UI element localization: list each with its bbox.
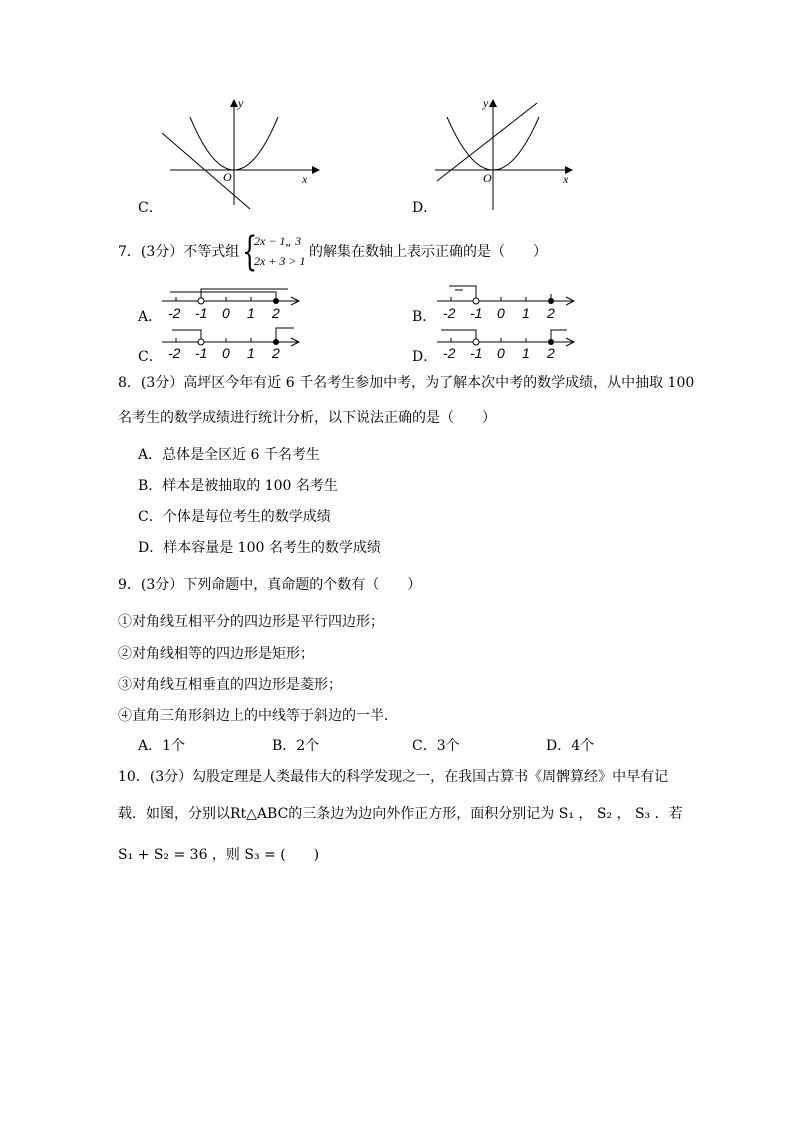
graph-d [425,95,585,215]
q9-option-b: B．2个 [272,738,320,754]
q9-proposition-1: ①对角线互相平分的四边形是平行四边形； [118,614,384,630]
q6-option-c: C． [138,200,163,216]
svg-text:0: 0 [497,305,505,321]
svg-text:0: 0 [497,345,505,361]
svg-text:-1: -1 [195,345,208,361]
graph-c-origin: O [223,170,232,184]
q8-option-c: C．个体是每位考生的数学成绩 [138,509,331,525]
svg-text:1: 1 [522,305,530,321]
q9-proposition-2: ②对角线相等的四边形是矩形； [118,646,314,662]
graph-c [150,95,325,215]
q9-option-c: C．3个 [412,738,460,754]
q9-proposition-3: ③对角线互相垂直的四边形是菱形； [118,677,342,693]
q8-stem-line2: 名考生的数学成绩进行统计分析，以下说法正确的是（ ） [118,410,496,426]
number-line-b [433,284,583,324]
graph-d-x-label: x [563,172,569,186]
number-line-a [158,284,308,324]
q7-option-b: B． [412,309,437,325]
svg-text:1: 1 [522,345,530,361]
svg-text:-2: -2 [168,305,181,321]
q10-line1: 10．(3分）勾股定理是人类最伟大的科学发现之一，在我国古算书《周髀算经》中早有记 [118,769,669,785]
q7-stem-suffix: 的解集在数轴上表示正确的是（ ） [309,244,547,260]
svg-text:2: 2 [272,305,280,321]
svg-text:0: 0 [222,345,230,361]
q9-stem: 9．(3分）下列命题中，真命题的个数有（ ） [118,577,422,593]
q10-line3: S₁ + S₂ = 36 ，则 S₃ = ( ) [118,847,320,863]
svg-text:0: 0 [222,305,230,321]
svg-text:-1: -1 [195,305,208,321]
svg-text:1: 1 [247,345,255,361]
svg-text:-2: -2 [443,345,456,361]
svg-text:1: 1 [247,305,255,321]
svg-text:-1: -1 [470,345,483,361]
svg-text:-2: -2 [443,305,456,321]
q9-option-a: A．1个 [138,738,186,754]
q8-option-d: D．样本容量是 100 名考生的数学成绩 [138,540,381,556]
inequality-system: { 2x − 1„ 3 2x + 3 > 1 [242,229,306,275]
graph-d-origin: O [483,171,492,185]
svg-text:-2: -2 [168,345,181,361]
q7-stem-prefix: 7．(3分）不等式组 [118,244,240,260]
q6-option-d: D． [412,200,438,216]
graph-c-x-label: x [302,172,308,186]
graph-d-y-label: y [483,96,489,110]
number-line-d [433,324,583,364]
graph-c-y-label: y [238,96,244,110]
inequality-2: 2x + 3 > 1 [254,254,306,268]
svg-text:-1: -1 [470,305,483,321]
svg-text:2: 2 [547,345,555,361]
number-line-c [158,324,308,364]
svg-text:2: 2 [547,305,555,321]
q8-option-a: A．总体是全区近 6 千名考生 [138,447,320,463]
q9-proposition-4: ④直角三角形斜边上的中线等于斜边的一半． [118,708,398,724]
inequality-1: 2x − 1„ 3 [254,234,302,248]
q9-option-d: D．4个 [546,738,595,754]
svg-text:2: 2 [272,345,280,361]
q8-option-b: B．样本是被抽取的 100 名考生 [138,478,338,494]
q7-option-c: C． [138,349,163,365]
q10-line2: 载．如图，分别以Rt△ABC的三条边为边向外作正方形，面积分别记为 S₁ ， S₂ ， S₃ ．若 [118,806,683,822]
q7-option-a: A． [138,309,163,325]
q8-stem-line1: 8．(3分）高坪区今年有近 6 千名考生参加中考，为了解本次中考的数学成绩，从中抽取 100 [118,375,695,391]
q7-option-d: D． [412,349,438,365]
